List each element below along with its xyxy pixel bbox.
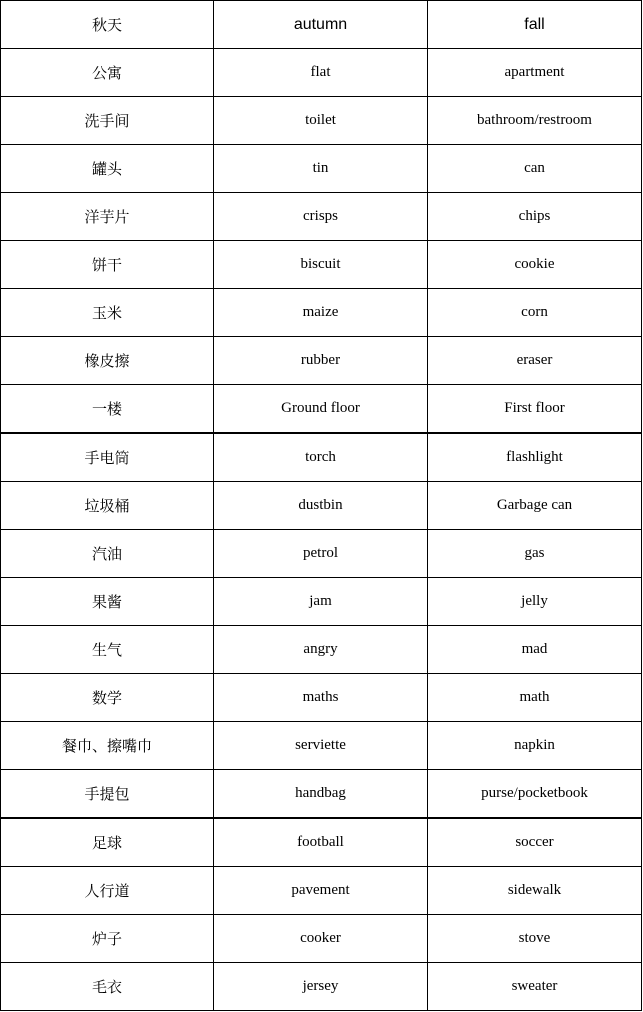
vocabulary-table-body — [1, 1, 642, 1011]
chinese-term-cell: 一楼 — [1, 385, 214, 434]
chinese-term-cell: 数学 — [1, 674, 214, 722]
table-row — [1, 818, 642, 867]
british-term-cell: autumn — [214, 1, 428, 49]
chinese-term-cell: 人行道 — [1, 867, 214, 915]
table-row — [1, 915, 642, 963]
american-term-cell: chips — [428, 193, 642, 241]
british-term-cell: dustbin — [214, 482, 428, 530]
american-term-cell: sweater — [428, 963, 642, 1011]
chinese-term-cell: 罐头 — [1, 145, 214, 193]
british-term-cell: crisps — [214, 193, 428, 241]
table-row — [1, 385, 642, 434]
american-term-cell: apartment — [428, 49, 642, 97]
american-term-cell: math — [428, 674, 642, 722]
british-term-cell: maths — [214, 674, 428, 722]
chinese-term-cell: 足球 — [1, 818, 214, 867]
american-term-cell: stove — [428, 915, 642, 963]
british-term-cell: serviette — [214, 722, 428, 770]
british-term-cell: rubber — [214, 337, 428, 385]
table-row — [1, 867, 642, 915]
american-term-cell: mad — [428, 626, 642, 674]
table-row — [1, 963, 642, 1011]
american-term-cell: jelly — [428, 578, 642, 626]
british-term-cell: football — [214, 818, 428, 867]
american-term-cell: flashlight — [428, 433, 642, 482]
british-term-cell: jam — [214, 578, 428, 626]
chinese-term-cell: 果酱 — [1, 578, 214, 626]
table-row — [1, 1, 642, 49]
british-term-cell: petrol — [214, 530, 428, 578]
table-row — [1, 49, 642, 97]
chinese-term-cell: 橡皮擦 — [1, 337, 214, 385]
table-row — [1, 145, 642, 193]
table-row — [1, 770, 642, 819]
american-term-cell: corn — [428, 289, 642, 337]
british-term-cell: flat — [214, 49, 428, 97]
american-term-cell: fall — [428, 1, 642, 49]
chinese-term-cell: 公寓 — [1, 49, 214, 97]
american-term-cell: soccer — [428, 818, 642, 867]
american-term-cell: gas — [428, 530, 642, 578]
american-term-cell: eraser — [428, 337, 642, 385]
table-row — [1, 97, 642, 145]
table-row — [1, 626, 642, 674]
british-term-cell: tin — [214, 145, 428, 193]
american-term-cell: cookie — [428, 241, 642, 289]
british-term-cell: handbag — [214, 770, 428, 819]
table-row — [1, 722, 642, 770]
british-term-cell: toilet — [214, 97, 428, 145]
table-row — [1, 674, 642, 722]
british-term-cell: maize — [214, 289, 428, 337]
american-term-cell: sidewalk — [428, 867, 642, 915]
american-term-cell: First floor — [428, 385, 642, 434]
chinese-term-cell: 秋天 — [1, 1, 214, 49]
table-row — [1, 241, 642, 289]
american-term-cell: purse/pocketbook — [428, 770, 642, 819]
british-term-cell: pavement — [214, 867, 428, 915]
british-term-cell: angry — [214, 626, 428, 674]
chinese-term-cell: 汽油 — [1, 530, 214, 578]
american-term-cell: Garbage can — [428, 482, 642, 530]
table-row — [1, 337, 642, 385]
chinese-term-cell: 洋芋片 — [1, 193, 214, 241]
american-term-cell: can — [428, 145, 642, 193]
british-term-cell: biscuit — [214, 241, 428, 289]
british-term-cell: cooker — [214, 915, 428, 963]
table-row — [1, 193, 642, 241]
american-term-cell: bathroom/restroom — [428, 97, 642, 145]
table-row — [1, 289, 642, 337]
chinese-term-cell: 洗手间 — [1, 97, 214, 145]
table-row — [1, 578, 642, 626]
table-row — [1, 482, 642, 530]
american-term-cell: napkin — [428, 722, 642, 770]
chinese-term-cell: 垃圾桶 — [1, 482, 214, 530]
chinese-term-cell: 玉米 — [1, 289, 214, 337]
chinese-term-cell: 饼干 — [1, 241, 214, 289]
chinese-term-cell: 餐巾、擦嘴巾 — [1, 722, 214, 770]
chinese-term-cell: 毛衣 — [1, 963, 214, 1011]
british-term-cell: jersey — [214, 963, 428, 1011]
chinese-term-cell: 手提包 — [1, 770, 214, 819]
table-row — [1, 433, 642, 482]
table-row — [1, 530, 642, 578]
british-term-cell: Ground floor — [214, 385, 428, 434]
chinese-term-cell: 手电筒 — [1, 433, 214, 482]
chinese-term-cell: 生气 — [1, 626, 214, 674]
chinese-term-cell: 炉子 — [1, 915, 214, 963]
british-term-cell: torch — [214, 433, 428, 482]
